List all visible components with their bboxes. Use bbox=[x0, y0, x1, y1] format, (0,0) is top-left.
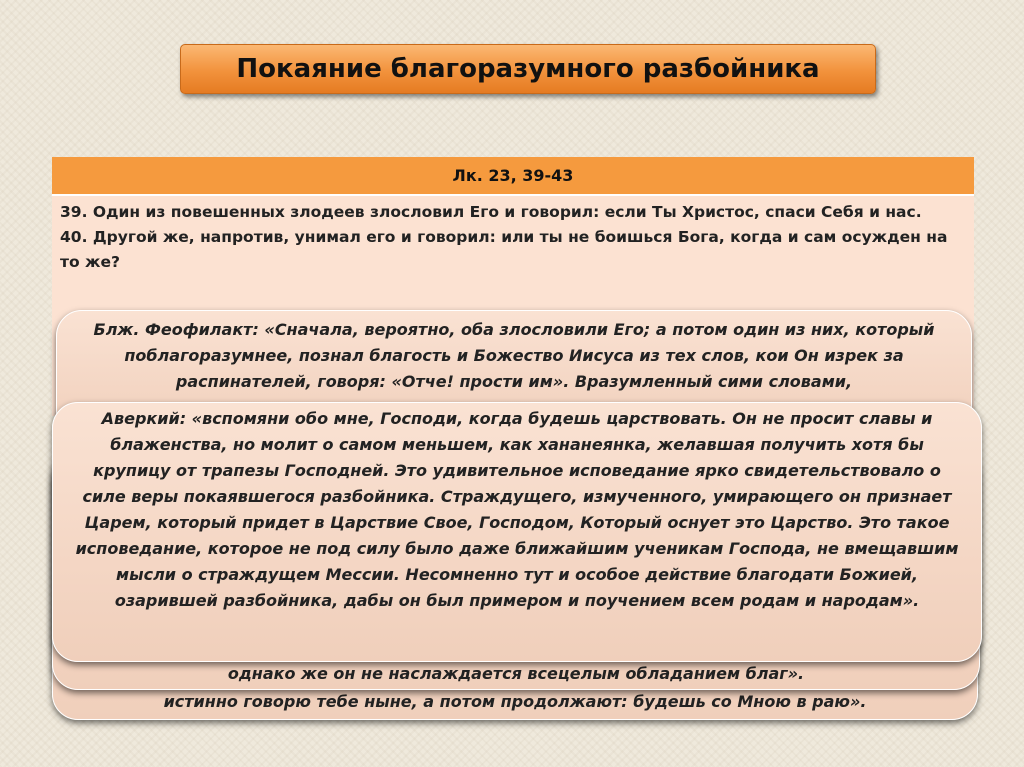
slide-title: Покаяние благоразумного разбойника bbox=[180, 44, 876, 94]
commentary-bottom-text: истинно говорю тебе ныне, а потом продолжают: будешь со Мною в раю». bbox=[163, 692, 867, 711]
verse-40: 40. Другой же, напротив, унимал его и говорил: или ты не боишься Бога, когда и сам осужден на то же? bbox=[60, 228, 948, 271]
averky-text: Аверкий: «вспомяни обо мне, Господи, когда будешь царствовать. Он не просит славы и блаженства, но молит о самом меньшем, как хананеянка, желавшая получить хотя бы крупицу от трапезы Господней. Это удивительное исповедание ярко свидетельствовало о силе веры покаявшегося разбойника. Страждущего, измученного, умирающего он признает Царем, который придет в Царствие Свое, Господом, Который оснует это Царство. Это такое исповедание, которое не под силу было даже ближайшим ученикам Господа, не вмещавшим мысли о страждущем Мессии. Несомненно тут и особое действие благодати Божией, озарившей разбойника, дабы он был примером и поучением всем родам и народам». bbox=[75, 409, 959, 610]
commentary-middle-text: однако же он не наслаждается всецелым обладанием благ». bbox=[227, 664, 805, 683]
verse-39: 39. Один из повешенных злодеев злословил Его и говорил: если Ты Христос, спаси Себя и нас. bbox=[60, 203, 922, 221]
averky-commentary-card bbox=[52, 402, 982, 662]
theophylact-text: Блж. Феофилакт: «Сначала, вероятно, оба злословили Его; а потом один из них, который поблагоразумнее, познал благость и Божество Иисуса из тех слов, кои Он изрек за распинателей, говоря: «Отче! прости им». Вразумленный сими словами, bbox=[93, 320, 935, 391]
table-header: Лк. 23, 39-43 bbox=[52, 157, 974, 194]
